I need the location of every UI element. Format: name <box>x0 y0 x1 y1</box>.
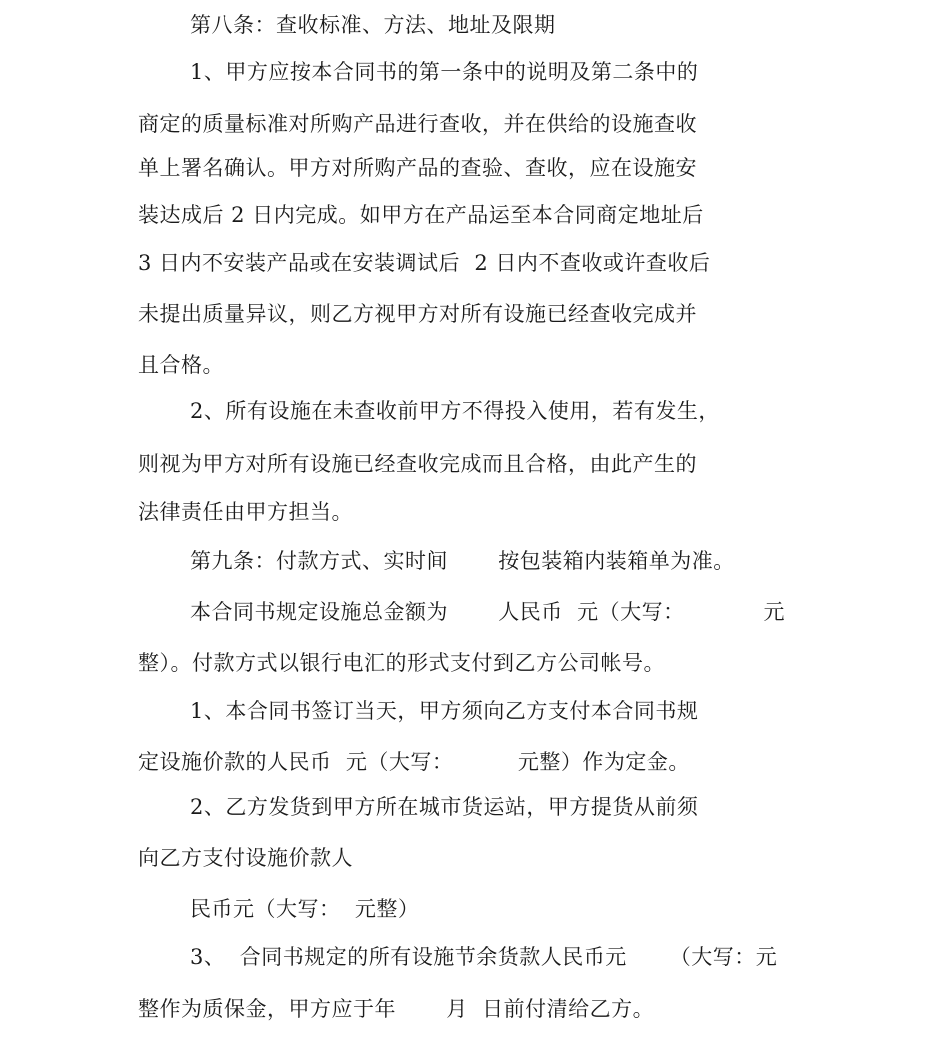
paragraph-line: 民币元（大写： 元整） <box>190 897 420 921</box>
paragraph-line: 向乙方支付设施价款人 <box>138 846 353 870</box>
total-amount-line: 本合同书规定设施总金额为 人民币 元（大写： 元 <box>190 600 786 624</box>
article-9-clause-3: 3、 合同书规定的所有设施节余货款人民币元 （大写：元 <box>190 945 778 969</box>
article-8-clause-1: 1、甲方应按本合同书的第一条中的说明及第二条中的 <box>190 60 699 84</box>
paragraph-line: 且合格。 <box>138 353 224 377</box>
paragraph-line: 定设施价款的人民币 元（大写： 元整）作为定金。 <box>138 750 690 774</box>
paragraph-line: 则视为甲方对所有设施已经查收完成而且合格，由此产生的 <box>138 452 697 476</box>
article-8-clause-2: 2、所有设施在未查收前甲方不得投入使用，若有发生， <box>190 399 720 423</box>
article-9-clause-1: 1、本合同书签订当天，甲方须向乙方支付本合同书规 <box>190 699 699 723</box>
paragraph-line: 整）。付款方式以银行电汇的形式支付到乙方公司帐号。 <box>138 651 665 675</box>
paragraph-line: 装达成后 2 日内完成。如甲方在产品运至本合同商定地址后 <box>138 203 704 227</box>
paragraph-line: 法律责任由甲方担当。 <box>138 500 353 524</box>
paragraph-line: 3 日内不安装产品或在安装调试后 2 日内不查收或许查收后 <box>138 251 711 275</box>
paragraph-line: 整作为质保金，甲方应于年 月 日前付清给乙方。 <box>138 997 655 1021</box>
article-9-heading: 第九条：付款方式、实时间 按包装箱内装箱单为准。 <box>190 549 735 573</box>
paragraph-line: 未提出质量异议，则乙方视甲方对所有设施已经查收完成并 <box>138 302 697 326</box>
article-8-heading: 第八条：查收标准、方法、地址及限期 <box>190 13 556 37</box>
paragraph-line: 商定的质量标准对所购产品进行查收，并在供给的设施查收 <box>138 112 697 136</box>
paragraph-line: 单上署名确认。甲方对所购产品的查验、查收，应在设施安 <box>138 156 697 180</box>
article-9-clause-2: 2、乙方发货到甲方所在城市货运站，甲方提货从前须 <box>190 795 699 819</box>
